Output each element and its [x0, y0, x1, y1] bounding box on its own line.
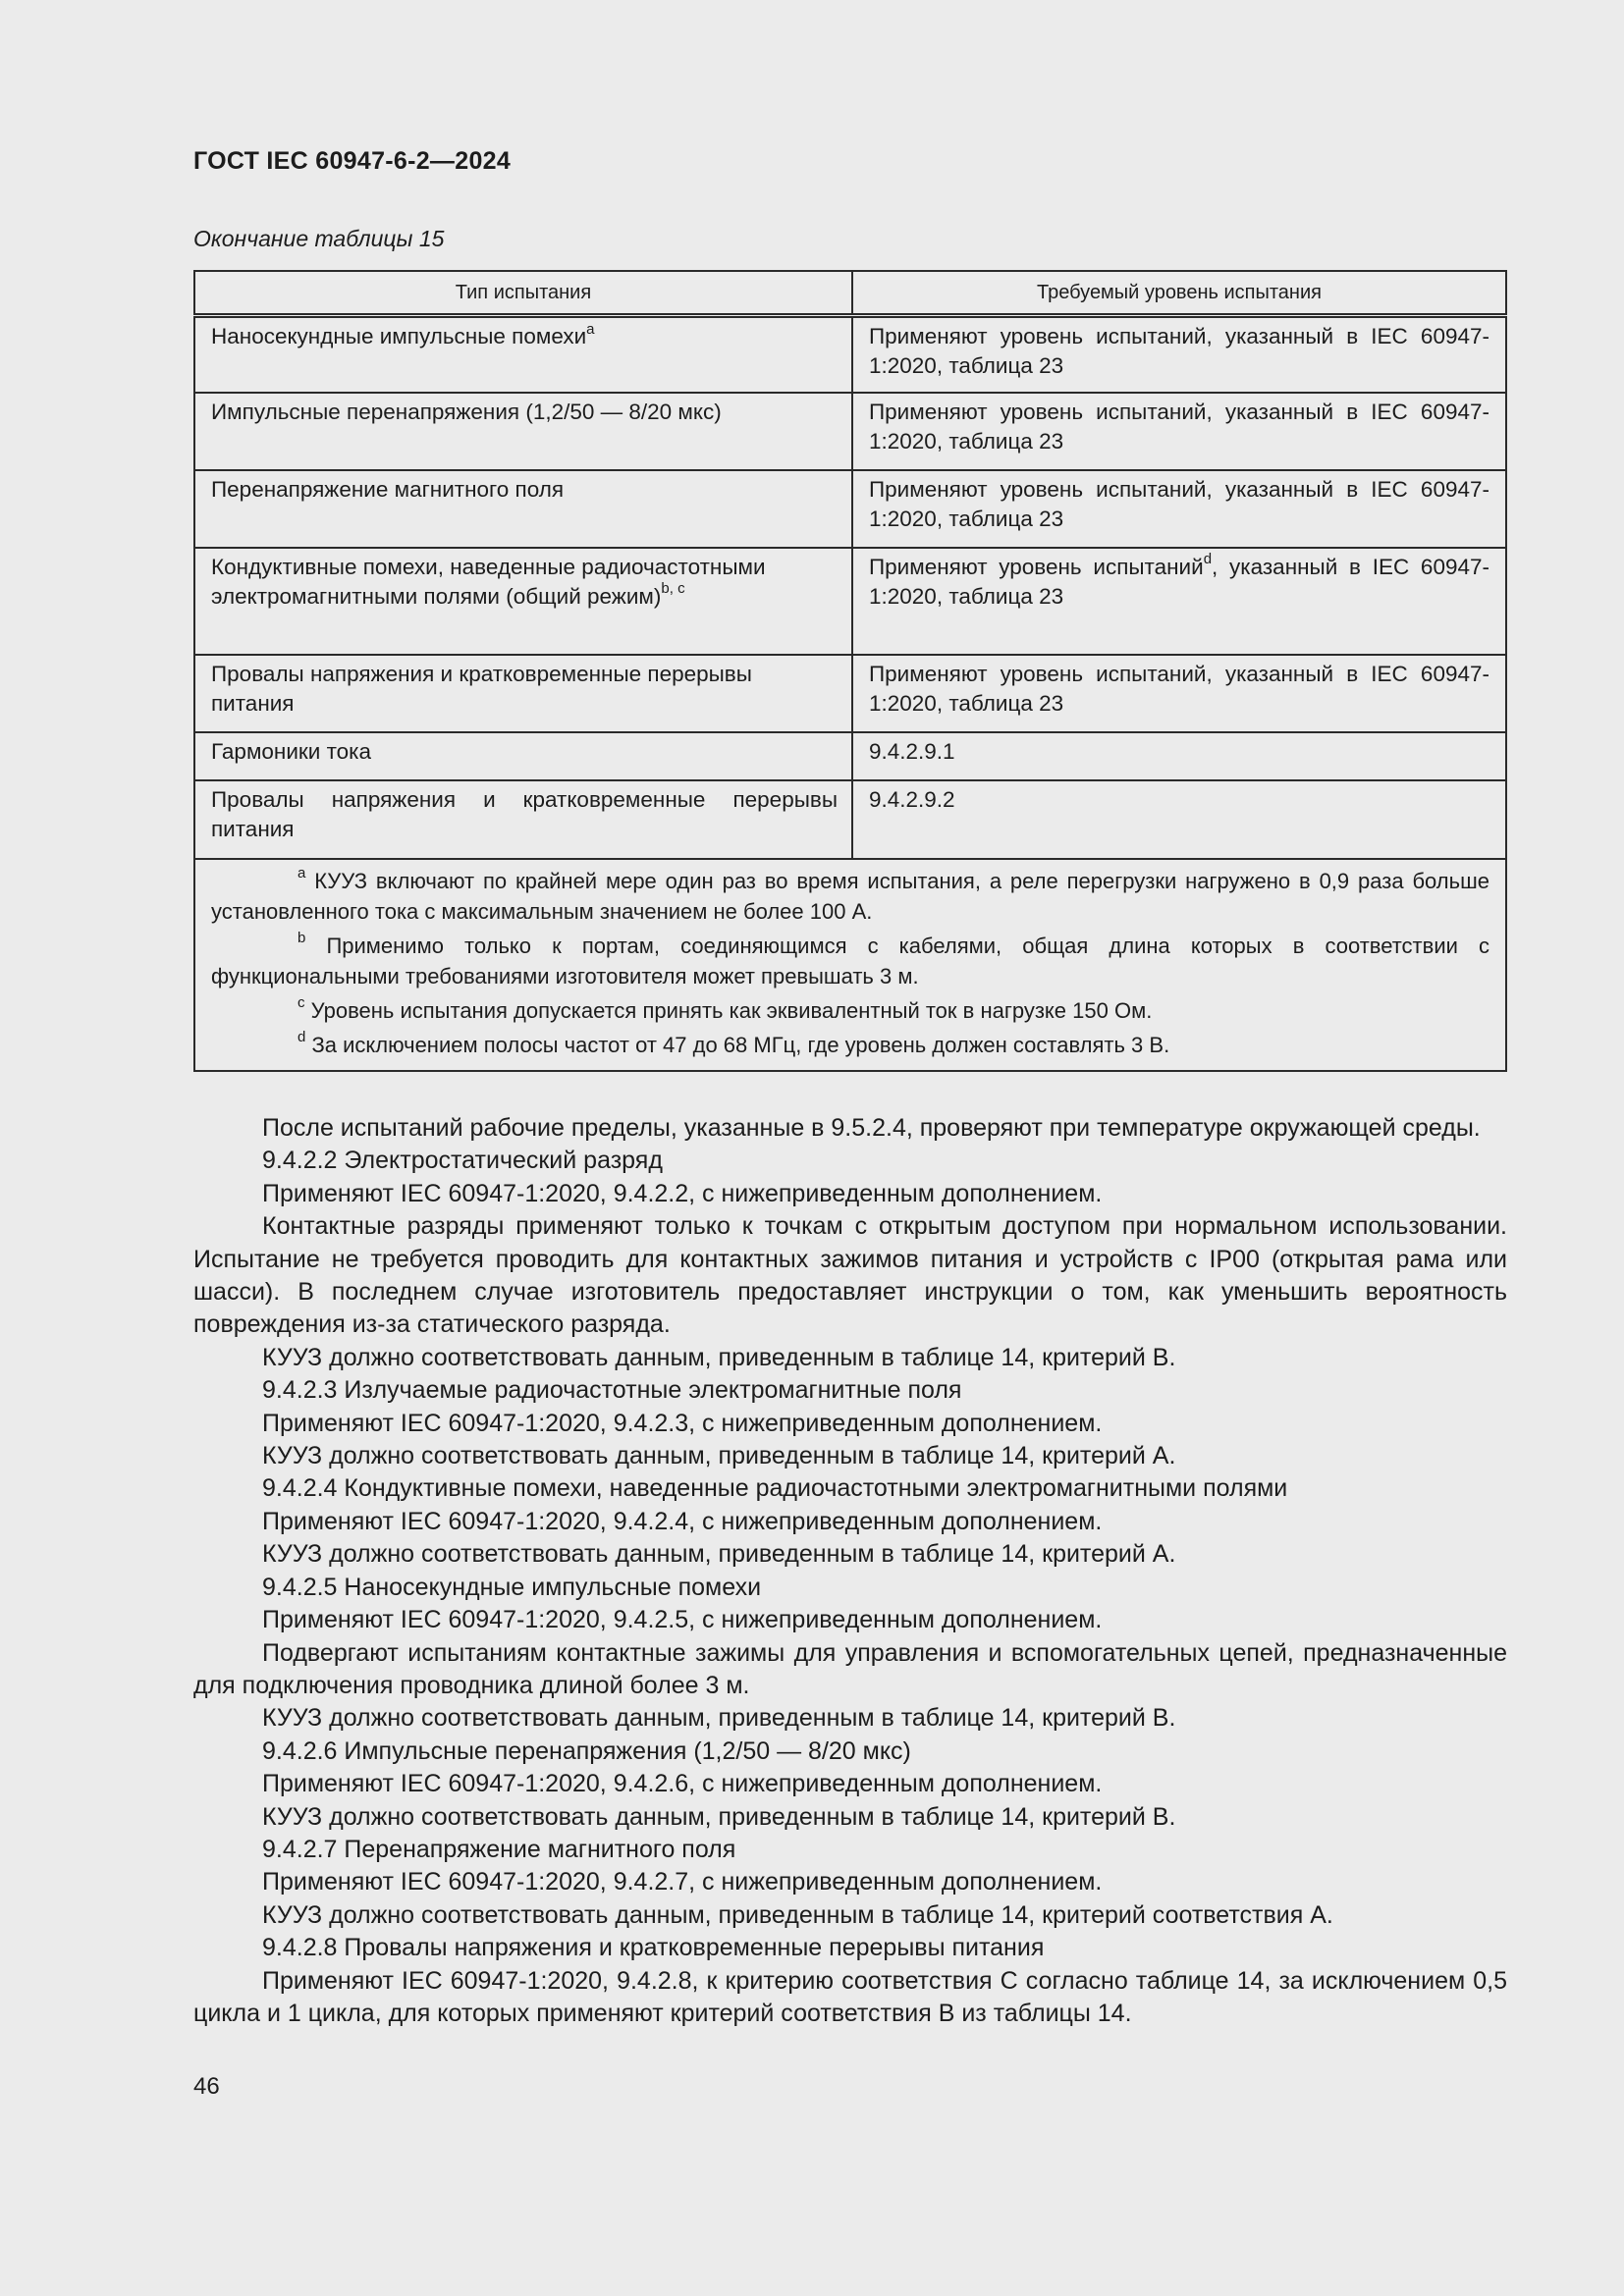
- table-footnote: $^d$ За исключением полосы частот от 47 до 68 МГц, где уровень должен составлять 3 В.: [298, 1029, 1170, 1057]
- test-levels-table: [193, 270, 1507, 1072]
- paragraph: Применяют IEC 60947-1:2020, 9.4.2.4, с нижеприведенным дополнением.: [262, 1507, 1103, 1535]
- paragraph: КУУЗ должно соответствовать данным, приведенным в таблице 14, критерий В.: [262, 1343, 1176, 1371]
- paragraph: Применяют IEC 60947-1:2020, 9.4.2.8, к критерию соответствия С согласно таблице 14, за исключением 0,5 цикла и 1 цикла, для которых применяют критерий соответствия В из таблицы 14.: [193, 1966, 1507, 2027]
- section-heading: 9.4.2.5 Наносекундные импульсные помехи: [262, 1573, 762, 1601]
- table-row: [194, 732, 1506, 780]
- table-footnote: $^b$ Применимо только к портам, соединяющимся с кабелями, общая длина которых в соответствии с функциональными требованиями изготовителя может превышать 3 м.: [211, 930, 1489, 988]
- test-level-cell: 9.4.2.9.1: [852, 732, 1506, 780]
- paragraph: КУУЗ должно соответствовать данным, приведенным в таблице 14, критерий А.: [262, 1442, 1176, 1470]
- paragraph: КУУЗ должно соответствовать данным, приведенным в таблице 14, критерий А.: [262, 1540, 1176, 1569]
- section-heading: 9.4.2.3 Излучаемые радиочастотные электромагнитные поля: [262, 1376, 962, 1405]
- paragraph: Применяют IEC 60947-1:2020, 9.4.2.6, с нижеприведенным дополнением.: [262, 1770, 1103, 1798]
- table-row: [194, 548, 1506, 655]
- paragraph: После испытаний рабочие пределы, указанные в 9.5.2.4, проверяют при температуре окружающей среды.: [262, 1114, 1481, 1142]
- test-level-cell: 9.4.2.9.2: [852, 780, 1506, 859]
- document-header: ГОСТ IEC 60947-6-2—2024: [193, 147, 512, 175]
- test-type-cell: Кондуктивные помехи, наведенные радиочастотными электромагнитными полями (общий режим)$^{b, c}$: [194, 548, 852, 655]
- test-level-cell: Применяют уровень испытаний$^d$, указанный в IEC 60947-1:2020, таблица 23: [852, 548, 1506, 655]
- test-level-cell: Применяют уровень испытаний, указанный в IEC 60947-1:2020, таблица 23: [852, 316, 1506, 393]
- table-notes: [194, 859, 1506, 1071]
- table-row: [194, 780, 1506, 859]
- body-text: [193, 1112, 1507, 2030]
- section-heading: 9.4.2.8 Провалы напряжения и кратковременные перерывы питания: [262, 1934, 1045, 1962]
- test-type-cell: Провалы напряжения и кратковременные перерывы питания: [194, 780, 852, 859]
- paragraph: Контактные разряды применяют только к точкам с открытым доступом при нормальном использовании. Испытание не требуется проводить для контактных зажимов питания и устройств с IP00 (открытая рама или шасси). В последнем случае изготовитель предоставляет инструкции о том, как уменьшить вероятность повреждения из-за статического разряда.: [193, 1212, 1507, 1339]
- test-type-cell: Наносекундные импульсные помехи$^a$: [194, 316, 852, 393]
- test-type-cell: Импульсные перенапряжения (1,2/50 — 8/20 мкс): [194, 393, 852, 470]
- table-caption: Окончание таблицы 15: [193, 226, 445, 251]
- table-header-row: [194, 271, 1506, 316]
- test-type-cell: Провалы напряжения и кратковременные перерывы питания: [194, 655, 852, 732]
- table-footnote: $^a$ КУУЗ включают по крайней мере один раз во время испытания, а реле перегрузки нагружено в 0,9 раза больше установленного тока с максимальным значением не более 100 А.: [211, 865, 1489, 924]
- section-heading: 9.4.2.2 Электростатический разряд: [262, 1147, 663, 1175]
- paragraph: КУУЗ должно соответствовать данным, приведенным в таблице 14, критерий В.: [262, 1704, 1176, 1733]
- test-level-cell: Применяют уровень испытаний, указанный в IEC 60947-1:2020, таблица 23: [852, 393, 1506, 470]
- table-row: [194, 393, 1506, 470]
- table-row: [194, 470, 1506, 548]
- paragraph: Применяют IEC 60947-1:2020, 9.4.2.7, с нижеприведенным дополнением.: [262, 1868, 1103, 1896]
- test-level-cell: Применяют уровень испытаний, указанный в IEC 60947-1:2020, таблица 23: [852, 655, 1506, 732]
- test-type-cell: Гармоники тока: [194, 732, 852, 780]
- table-footnote: $^c$ Уровень испытания допускается принять как эквивалентный ток в нагрузке 150 Ом.: [298, 994, 1153, 1023]
- test-type-cell: Перенапряжение магнитного поля: [194, 470, 852, 548]
- section-heading: 9.4.2.4 Кондуктивные помехи, наведенные радиочастотными электромагнитными полями: [262, 1474, 1288, 1503]
- table-row: [194, 655, 1506, 732]
- paragraph: КУУЗ должно соответствовать данным, приведенным в таблице 14, критерий соответствия А.: [262, 1900, 1333, 1929]
- paragraph: Применяют IEC 60947-1:2020, 9.4.2.2, с нижеприведенным дополнением.: [262, 1179, 1103, 1207]
- table-notes-row: [194, 859, 1506, 1071]
- section-heading: 9.4.2.6 Импульсные перенапряжения (1,2/50 — 8/20 мкс): [262, 1736, 911, 1765]
- paragraph: Применяют IEC 60947-1:2020, 9.4.2.3, с нижеприведенным дополнением.: [262, 1409, 1103, 1437]
- paragraph: Подвергают испытаниям контактные зажимы для управления и вспомогательных цепей, предназначенные для подключения проводника длиной более 3 м.: [193, 1638, 1507, 1699]
- paragraph: Применяют IEC 60947-1:2020, 9.4.2.5, с нижеприведенным дополнением.: [262, 1606, 1103, 1634]
- section-heading: 9.4.2.7 Перенапряжение магнитного поля: [262, 1835, 736, 1863]
- table-row: [194, 316, 1506, 393]
- page-number: 46: [193, 2073, 220, 2100]
- column-header-test-level: Требуемый уровень испытания: [852, 271, 1506, 316]
- paragraph: КУУЗ должно соответствовать данным, приведенным в таблице 14, критерий В.: [262, 1802, 1176, 1831]
- column-header-test-type: Тип испытания: [194, 271, 852, 316]
- test-level-cell: Применяют уровень испытаний, указанный в IEC 60947-1:2020, таблица 23: [852, 470, 1506, 548]
